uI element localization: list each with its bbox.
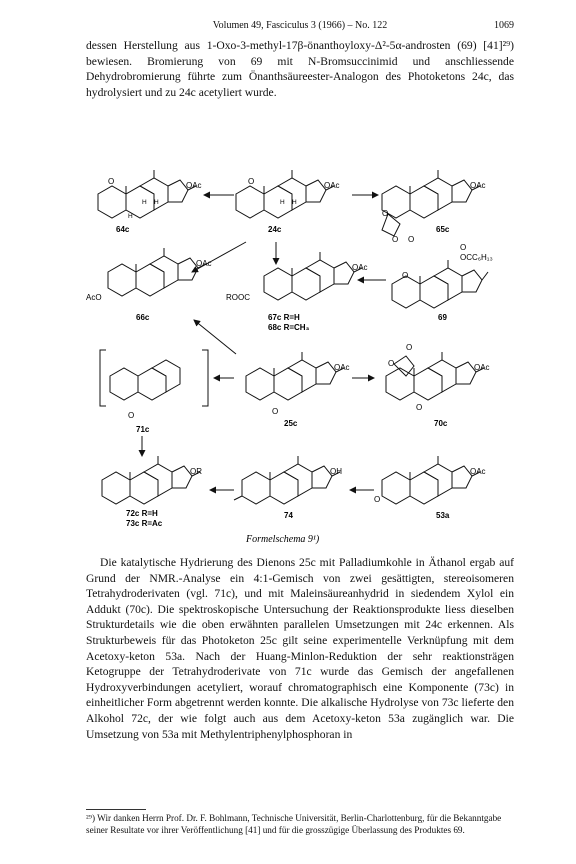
or-label-72c: OR <box>190 467 202 476</box>
structure-69 <box>392 260 488 308</box>
compound-53a: 53a <box>436 511 450 520</box>
structure-72c <box>102 456 200 504</box>
page-number: 1069 <box>494 20 514 31</box>
scheme-caption: Formelschema 9¹) <box>246 534 320 545</box>
structure-25c <box>246 352 344 400</box>
journal-info: Volumen 49, Fasciculus 3 (1966) – No. 122 <box>212 20 388 31</box>
o-label-65c-3: O <box>392 235 399 244</box>
compound-74: 74 <box>284 511 293 520</box>
compound-66c: 66c <box>136 313 150 322</box>
o-label-64c: O <box>108 177 115 186</box>
paragraph-main: Die katalytische Hydrierung des Dienons 25c mit Palladiumkohle in Äthanol ergab auf Grund der NMR.-Analyse ein 4:1-Gemisch von zwei gesättigten, stereoisomeren Tetrahydroderivaten (vgl. 71c), und mit Maleinsäureanhydrid in siedendem Xylol ein Addukt (70c). Die spektroskopische Untersuchung der Reaktionsprodukte liess dieselben Strukturdetails wie die oben erwähnten parallelen Umsetzungen mit 24c erkennen. Als Strukturbeweis für das Photoketon 25c gilt seine experimentelle Verknüpfung mit dem Acetoxy-keton 53a. Nach der Huang-Minlon-Reduktion der sehr reaktionsträgen Ketogruppe der Tetrahydroderivate von 71c wurde das Gemisch der angefallenen Hydroxyverbindungen acetyliert, worauf chromatographisch eine Komponente (73c) in einheitlicher Form abgetrennt werden konnte. Die alkalische Hydrolyse von 73c lieferte den Alkohol 72c, der wie folgt auch aus dem Acetoxy-keton 53a zugänglich war. Die Umsetzung von 53a mit Methylentriphenylphosphoran in <box>86 556 514 741</box>
compound-73c: 73c R=Ac <box>126 519 163 528</box>
o-label-70c-3: O <box>416 403 423 412</box>
h-label-64c-3: H <box>128 213 133 220</box>
o-label-69-ester: O <box>460 243 467 252</box>
compound-65c: 65c <box>436 225 450 234</box>
o-label-70c-2: O <box>388 359 395 368</box>
structure-66c <box>108 248 206 296</box>
compound-69: 69 <box>438 313 447 322</box>
o-label-53a: O <box>374 495 381 504</box>
structure-71c <box>110 360 180 400</box>
structure-67c <box>264 252 362 300</box>
h-label-64c-2: H <box>154 199 159 206</box>
aco-label-66c: AcO <box>86 293 102 302</box>
h-label-24c-1: H <box>280 199 285 206</box>
oac-label-66c: OAc <box>196 259 212 268</box>
o-label-69: O <box>402 271 409 280</box>
compound-67c: 67c R=H <box>268 313 300 322</box>
h-label-64c-1: H <box>142 199 147 206</box>
oac-label-25c: OAc <box>334 363 350 372</box>
footnote-rule <box>86 809 146 810</box>
structure-70c <box>386 352 484 400</box>
o-label-25c: O <box>272 407 279 416</box>
oac-label-67c: OAc <box>352 263 368 272</box>
compound-25c: 25c <box>284 419 298 428</box>
compound-64c: 64c <box>116 225 130 234</box>
structure-65c <box>382 170 480 236</box>
running-header <box>86 20 514 34</box>
compound-72c: 72c R=H <box>126 509 158 518</box>
compound-71c: 71c <box>136 425 150 434</box>
oac-label-53a: OAc <box>470 467 486 476</box>
bracket-right <box>202 350 208 406</box>
arrow-to-66c <box>194 320 236 354</box>
ester-label-69: OCC₆H₁₃ <box>460 253 493 262</box>
oh-label-74: OH <box>330 467 342 476</box>
oac-label-65c: OAc <box>470 181 486 190</box>
o-label-65c-1: O <box>382 209 389 218</box>
reaction-scheme <box>86 160 516 546</box>
oac-label-24c: OAc <box>324 181 340 190</box>
o-label-70c-1: O <box>406 343 413 352</box>
oac-label-64c: OAc <box>186 181 202 190</box>
h-label-24c-2: H <box>292 199 297 206</box>
o-label-71c: O <box>128 411 135 420</box>
structure-53a <box>382 456 480 504</box>
paragraph-top: dessen Herstellung aus 1-Oxo-3-methyl-17β-önanthoyloxy-Δ²-5α-androsten (69) [41]²⁹) bewiesen. Bromierung von 69 mit N-Bromsuccinimid und anschliessende Dehydrobromierung führte zum Önanthsäureester-Analogon des Photoketons 24c, das hydrolysiert und zu 24c acetyliert wurde. <box>86 39 514 99</box>
scheme-drawing <box>86 160 516 546</box>
footnote: ²⁹) Wir danken Herrn Prof. Dr. F. Bohlmann, Technische Universität, Berlin-Charlottenburg, für die Bekanntgabe seiner Resultate vor ihrer Veröffentlichung [41] und für die grosszügige Überlassung des Produktes 69. <box>86 813 502 835</box>
o-label-24c: O <box>248 177 255 186</box>
bracket-left <box>100 350 106 406</box>
oac-label-70c: OAc <box>474 363 490 372</box>
structure-74 <box>234 456 340 504</box>
compound-68c: 68c R=CH₃ <box>268 323 310 332</box>
rooc-label-67c: ROOC <box>226 293 250 302</box>
compound-24c: 24c <box>268 225 282 234</box>
o-label-65c-2: O <box>408 235 415 244</box>
compound-70c: 70c <box>434 419 448 428</box>
